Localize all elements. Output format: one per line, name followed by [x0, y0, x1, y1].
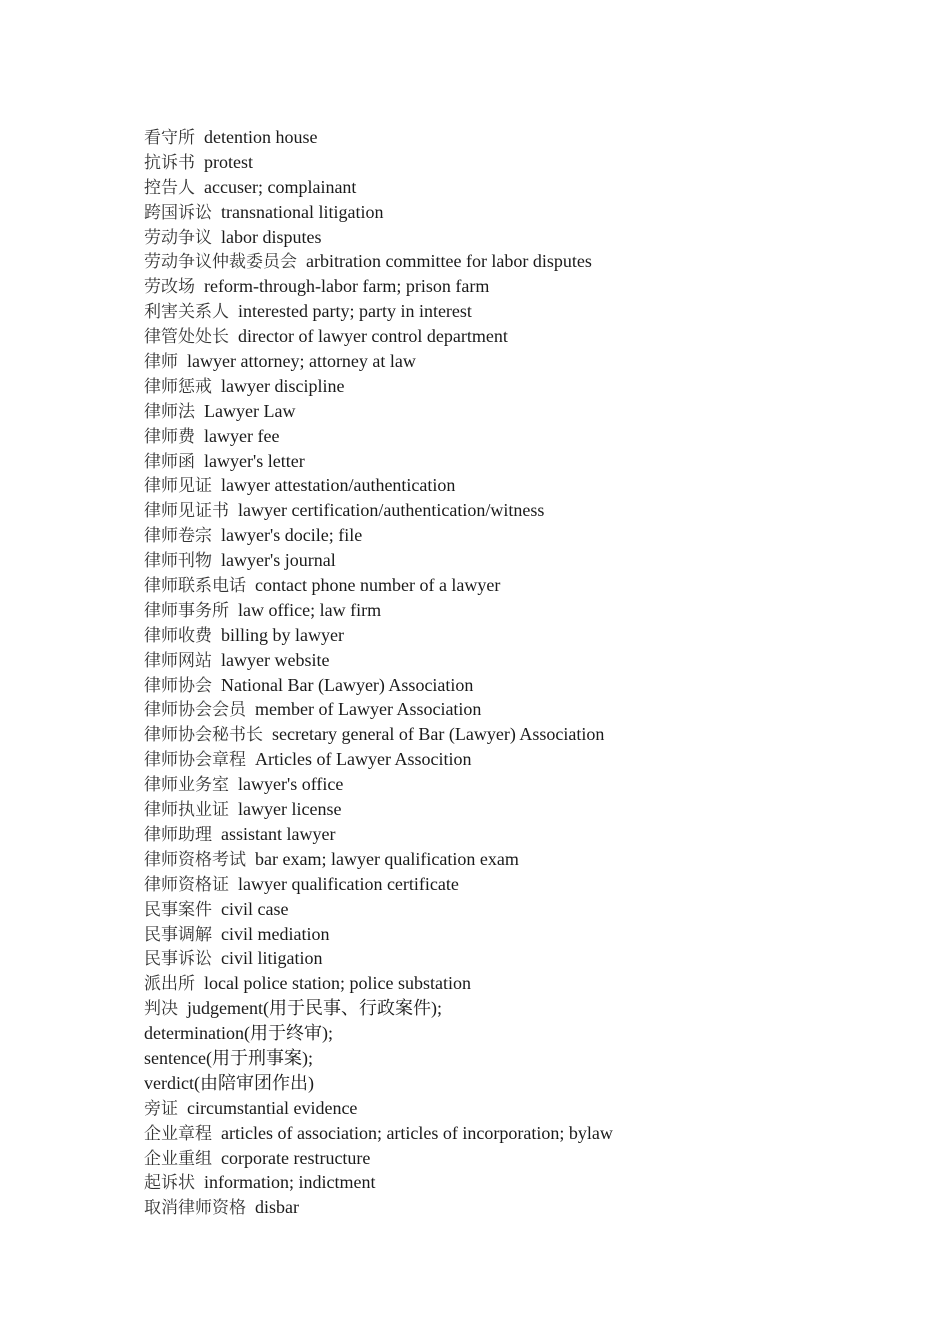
english-translation: lawyer fee	[204, 425, 280, 446]
glossary-entry	[144, 274, 864, 299]
english-translation: law office; law firm	[238, 599, 382, 620]
english-translation: civil mediation	[221, 923, 330, 944]
glossary-entry	[144, 225, 864, 250]
chinese-term: 律师费	[144, 426, 195, 447]
english-translation: information; indictment	[204, 1172, 376, 1193]
chinese-term: 律师协会章程	[144, 750, 246, 771]
english-translation: lawyer's office	[238, 774, 344, 795]
glossary-entry	[144, 449, 864, 474]
glossary-entry	[144, 200, 864, 225]
chinese-term: 律师法	[144, 401, 195, 422]
english-translation: circumstantial evidence	[187, 1097, 358, 1118]
chinese-term: 跨国诉讼	[144, 202, 212, 223]
chinese-term: 律师见证	[144, 476, 212, 497]
english-translation: disbar	[255, 1197, 299, 1218]
chinese-term: 律管处处长	[144, 327, 229, 348]
english-translation: lawyer discipline	[221, 375, 345, 396]
chinese-term: 律师资格证	[144, 874, 229, 895]
glossary-entry	[144, 772, 864, 797]
chinese-term: 律师事务所	[144, 600, 229, 621]
glossary-entry	[144, 822, 864, 847]
glossary-entry	[144, 175, 864, 200]
glossary-entry	[144, 249, 864, 274]
chinese-term: 民事诉讼	[144, 949, 212, 970]
chinese-term: 律师刊物	[144, 551, 212, 572]
chinese-term: 企业章程	[144, 1123, 212, 1144]
chinese-term: 抗诉书	[144, 152, 195, 173]
chinese-term: 律师惩戒	[144, 376, 212, 397]
glossary-entry	[144, 1146, 864, 1171]
glossary-entry	[144, 946, 864, 971]
english-translation: labor disputes	[221, 226, 322, 247]
chinese-term: 律师执业证	[144, 800, 229, 821]
chinese-term: 派出所	[144, 974, 195, 995]
english-translation: National Bar (Lawyer) Association	[221, 674, 474, 695]
glossary-entry	[144, 324, 864, 349]
chinese-term: 律师	[144, 352, 178, 373]
glossary-entry	[144, 1071, 864, 1096]
glossary-entry	[144, 473, 864, 498]
glossary-entry	[144, 125, 864, 150]
chinese-term: 律师网站	[144, 650, 212, 671]
english-translation: bar exam; lawyer qualification exam	[255, 848, 519, 869]
english-translation: local police station; police substation	[204, 973, 471, 994]
chinese-term: 看守所	[144, 128, 195, 148]
chinese-term: 律师见证书	[144, 501, 229, 522]
chinese-term: 控告人	[144, 177, 195, 198]
english-translation: transnational litigation	[221, 201, 384, 222]
glossary-entry	[144, 150, 864, 175]
english-translation: accuser; complainant	[204, 176, 357, 197]
glossary-entry	[144, 424, 864, 449]
chinese-term: 律师联系电话	[144, 576, 246, 597]
english-translation: lawyer attorney; attorney at law	[187, 351, 416, 372]
english-translation: director of lawyer control department	[238, 326, 508, 347]
english-translation: verdict(由陪审团作出)	[144, 1072, 314, 1093]
english-translation: Articles of Lawyer Assocition	[255, 749, 472, 770]
glossary-entry	[144, 299, 864, 324]
english-translation: lawyer license	[238, 799, 342, 820]
glossary-entry	[144, 648, 864, 673]
english-translation: member of Lawyer Association	[255, 699, 482, 720]
glossary-entry	[144, 598, 864, 623]
chinese-term: 律师业务室	[144, 775, 229, 796]
glossary-entry	[144, 498, 864, 523]
glossary-entry	[144, 1046, 864, 1071]
glossary-entry	[144, 1170, 864, 1195]
chinese-term: 劳改场	[144, 277, 195, 298]
glossary-entry	[144, 797, 864, 822]
chinese-term: 劳动争议	[144, 227, 212, 248]
glossary-entry	[144, 971, 864, 996]
chinese-term: 取消律师资格	[144, 1198, 246, 1219]
english-translation: lawyer's journal	[221, 550, 336, 571]
glossary-entry	[144, 1195, 864, 1220]
english-translation: civil litigation	[221, 948, 323, 969]
english-translation: lawyer website	[221, 649, 330, 670]
english-translation: lawyer's letter	[204, 450, 305, 471]
english-translation: civil case	[221, 898, 289, 919]
glossary-entry	[144, 374, 864, 399]
english-translation: corporate restructure	[221, 1147, 371, 1168]
glossary-entry	[144, 1121, 864, 1146]
chinese-term: 律师函	[144, 451, 195, 472]
glossary-entry	[144, 872, 864, 897]
english-translation: billing by lawyer	[221, 624, 344, 645]
glossary-entry	[144, 1021, 864, 1046]
english-translation: lawyer qualification certificate	[238, 873, 459, 894]
glossary-entry	[144, 996, 864, 1021]
english-translation: judgement(用于民事、行政案件);	[187, 998, 442, 1019]
chinese-term: 判决	[144, 999, 178, 1020]
glossary-entry	[144, 922, 864, 947]
english-translation: Lawyer Law	[204, 400, 296, 421]
glossary-entry	[144, 548, 864, 573]
chinese-term: 企业重组	[144, 1148, 212, 1169]
english-translation: lawyer's docile; file	[221, 525, 363, 546]
glossary-entry	[144, 847, 864, 872]
chinese-term: 起诉状	[144, 1173, 195, 1194]
glossary-entry	[144, 523, 864, 548]
english-translation: articles of association; articles of incorporation; bylaw	[221, 1122, 613, 1143]
glossary-list	[144, 125, 864, 1220]
english-translation: protest	[204, 151, 253, 172]
chinese-term: 律师卷宗	[144, 526, 212, 547]
chinese-term: 律师协会会员	[144, 700, 246, 721]
glossary-entry	[144, 722, 864, 747]
chinese-term: 律师资格考试	[144, 849, 246, 870]
chinese-term: 律师协会	[144, 675, 212, 696]
english-translation: determination(用于终审);	[144, 1023, 333, 1044]
chinese-term: 利害关系人	[144, 302, 229, 323]
english-translation: assistant lawyer	[221, 823, 336, 844]
glossary-entry	[144, 623, 864, 648]
glossary-entry	[144, 573, 864, 598]
glossary-entry	[144, 1096, 864, 1121]
chinese-term: 旁证	[144, 1098, 178, 1119]
english-translation: lawyer attestation/authentication	[221, 475, 456, 496]
english-translation: sentence(用于刑事案);	[144, 1047, 313, 1068]
chinese-term: 劳动争议仲裁委员会	[144, 252, 297, 273]
chinese-term: 民事案件	[144, 899, 212, 920]
chinese-term: 民事调解	[144, 924, 212, 945]
glossary-entry	[144, 747, 864, 772]
glossary-entry	[144, 399, 864, 424]
glossary-entry	[144, 349, 864, 374]
english-translation: lawyer certification/authentication/witness	[238, 500, 545, 521]
english-translation: arbitration committee for labor disputes	[306, 251, 592, 272]
english-translation: reform-through-labor farm; prison farm	[204, 276, 490, 297]
english-translation: secretary general of Bar (Lawyer) Association	[272, 724, 605, 745]
glossary-entry	[144, 673, 864, 698]
chinese-term: 律师助理	[144, 824, 212, 845]
english-translation: contact phone number of a lawyer	[255, 575, 501, 596]
glossary-entry	[144, 897, 864, 922]
english-translation: interested party; party in interest	[238, 301, 472, 322]
chinese-term: 律师收费	[144, 625, 212, 646]
english-translation: detention house	[204, 127, 318, 147]
glossary-entry	[144, 697, 864, 722]
chinese-term: 律师协会秘书长	[144, 725, 263, 746]
